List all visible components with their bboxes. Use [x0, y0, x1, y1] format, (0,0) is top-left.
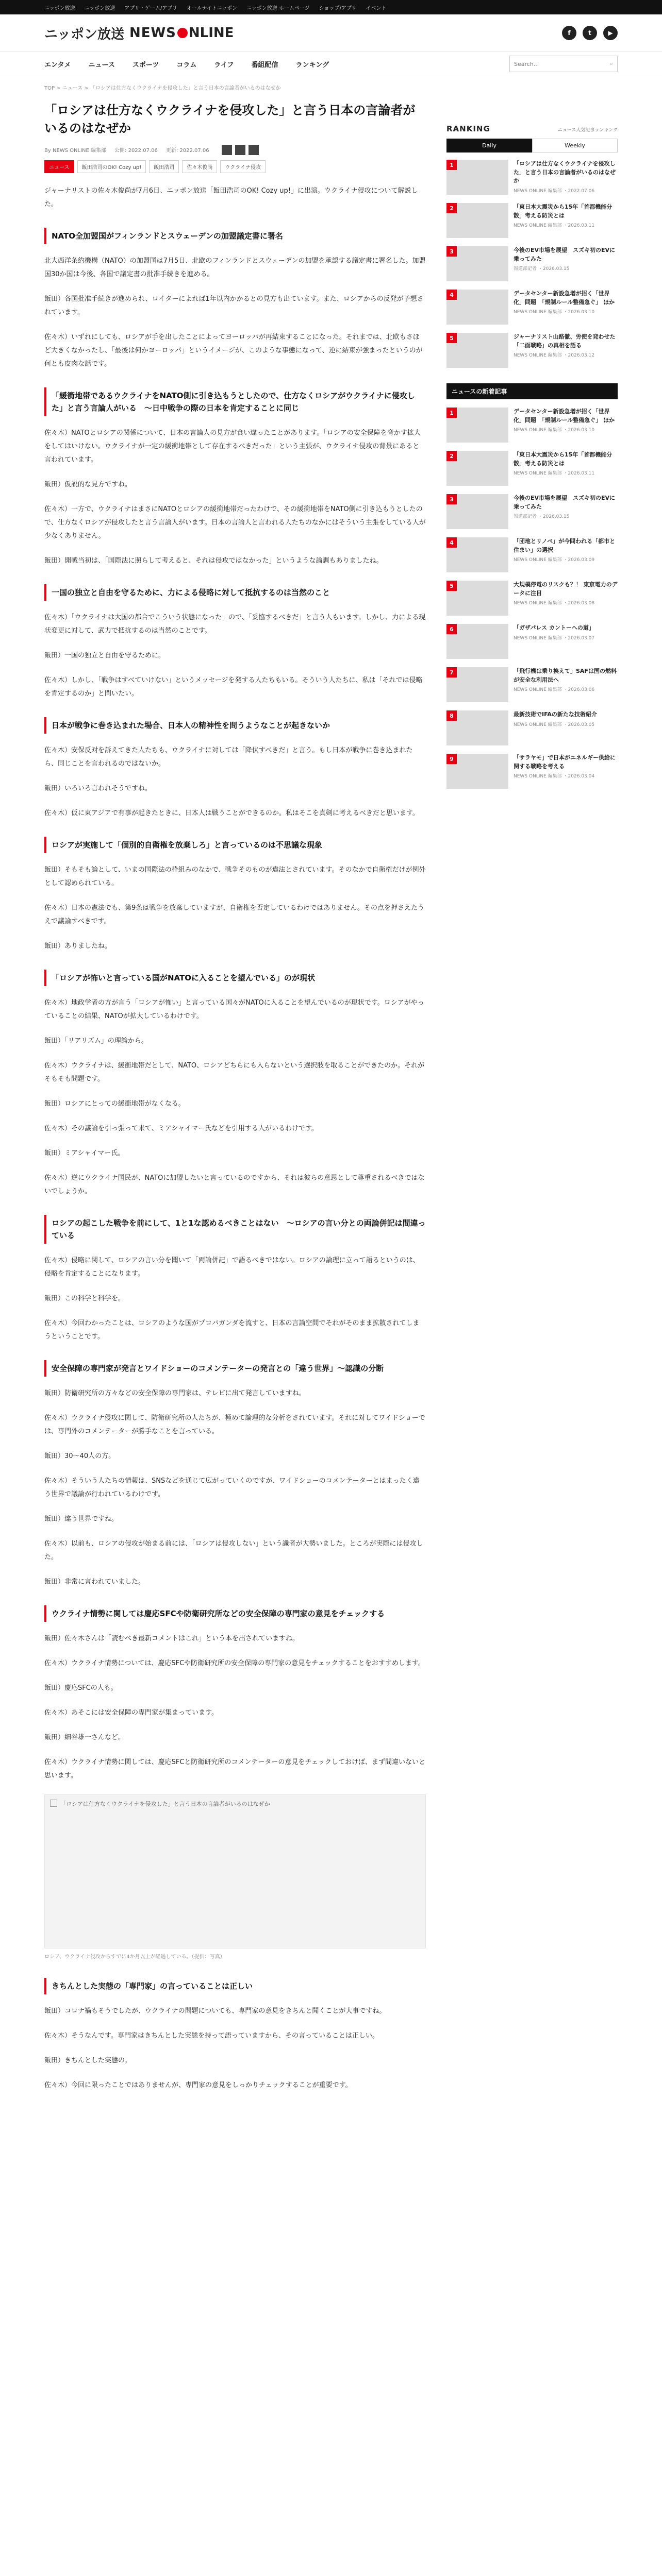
search-input[interactable] — [514, 61, 610, 67]
ranking-item[interactable] — [446, 203, 618, 238]
list-item-title[interactable]: 「東日本大震災から15年「首都機能分散」考える防災とは — [514, 204, 613, 219]
topbar-link[interactable]: アプリ・ゲーム/アプリ — [124, 5, 177, 11]
article-tag[interactable]: 飯田浩司のOK! Cozy up! — [77, 160, 146, 173]
ranking-subtitle: ニュース人気記事ランキング — [557, 128, 618, 133]
list-item-title[interactable]: 大規模停電のリスクも？！ 東京電力のデータに注目 — [514, 581, 618, 597]
youtube-icon[interactable]: ▶ — [603, 26, 618, 40]
ranking-item[interactable] — [446, 290, 618, 325]
article-paragraph: 飯田）開戦当初は、「国際法に照らして考えると、それは侵攻ではなかった」というような論調もありましたね。 — [44, 556, 383, 565]
list-item-meta: NEWS ONLINE 編集部 ・2022.07.06 — [514, 188, 595, 194]
news-item[interactable] — [446, 537, 618, 572]
nav-item[interactable]: エンタメ — [44, 61, 71, 69]
rank-number: 9 — [446, 754, 457, 764]
rank-number: 1 — [446, 408, 457, 418]
list-item-title[interactable]: データセンター新設急増が招く「世界化」問題 「規制ルール整備急ぐ」 ほか — [514, 290, 615, 306]
logo-text-news: NEWS — [129, 25, 176, 41]
article-photo — [44, 1794, 426, 1948]
rank-number: 7 — [446, 667, 457, 677]
article-paragraph: 佐々木）そういう人たちの情報は、SNSなどを通じて広がっていくのですが、ワイドショーのコメンテーターとはまったく違う世界で議論が行われているわけです。 — [44, 1477, 420, 1498]
article-paragraph: 佐々木）あそこには安全保障の専門家が集まっています。 — [44, 1708, 218, 1717]
article-meta — [44, 145, 426, 155]
article-thumbnail[interactable] — [446, 203, 508, 238]
sidebar — [446, 91, 618, 2124]
article-paragraph: 飯田）非常に言われていました。 — [44, 1578, 145, 1586]
rank-number: 3 — [446, 494, 457, 504]
list-item-meta: NEWS ONLINE 編集部 ・2026.03.09 — [514, 557, 595, 563]
section-heading: 「緩衝地帯であるウクライナをNATO側に引き込もうとしたので、仕方なくロシアがウクライナに侵攻した」と言う言論人がいる ～日中戦争の際の日本を肯定することに同じ — [44, 387, 426, 416]
list-item-meta: NEWS ONLINE 編集部 ・2026.03.06 — [514, 687, 595, 692]
article-tag[interactable]: ニュース — [44, 160, 74, 173]
rank-number: 3 — [446, 246, 457, 257]
article-main — [44, 91, 426, 2124]
list-item-title[interactable]: 「ガザパレス カントーへの道」 — [514, 624, 594, 631]
article-paragraph: 佐々木）いずれにしても、ロシアが手を出したことによってヨーロッパが再結束することになった。それまでは、北欧もさほど大きくなかったし、「最後は何かヨーロッパ」というイメージが、このような事態になって、逆に結束が強まったというのが何とも皮肉な話です。 — [44, 333, 423, 368]
section-heading: ウクライナ情勢に関しては慶応SFCや防衛研究所などの安全保障の専門家の意見をチェックする — [44, 1605, 426, 1622]
topbar-link[interactable]: ショップ/アプリ — [319, 5, 357, 11]
article-thumbnail[interactable] — [446, 160, 508, 195]
article-paragraph: 佐々木）ウクライナ侵攻に関して、防衛研究所の人たちが、極めて論理的な分析をされています。それに対してワイドショーでは、専門外のコメンテーターが勝手なことを言っている。 — [44, 1414, 425, 1435]
list-item-title[interactable]: 「東日本大震災から15年「首都機能分散」考える防災とは — [514, 451, 613, 467]
list-item-title[interactable]: 今後のEV市場を展望 スズキ初のEVに乗ってみた — [514, 495, 616, 510]
article-paragraph: 飯田）きちんとした実態の。 — [44, 2056, 131, 2064]
list-item-text — [514, 203, 618, 238]
ranking-item[interactable] — [446, 333, 618, 368]
rank-number: 2 — [446, 203, 457, 213]
news-item[interactable] — [446, 581, 618, 616]
nav-item[interactable]: 番組配信 — [251, 61, 278, 69]
list-item-text — [514, 290, 618, 325]
article-paragraph: 佐々木）地政学者の方が言う「ロシアが怖い」と言っている国々がNATOに入ることを望んでいるのが現状です。ロシアがやっていることの結果、NATOが拡大しているわけです。 — [44, 998, 424, 1020]
article-paragraph: 佐々木）侵略に関して、ロシアの言い分を聞いて「両論併記」で語るべきではない。ロシアの論理に立って語るというのは、侵略を肯定することになります。 — [44, 1256, 420, 1278]
article-paragraph: 佐々木）今回に限ったことではありませんが、専門家の意見をしっかりチェックすることが重要です。 — [44, 2081, 352, 2089]
share-line-icon[interactable] — [249, 145, 259, 155]
list-item-title[interactable]: ジャーナリスト山路徹、労使を発わせた「二面戦略」の真相を語る — [514, 333, 616, 349]
article-paragraph: 佐々木）安保反対を訴えてきた人たちも、ウクライナに対しては「降伏すべきだ」と言う。もし日本が戦争に巻き込まれたら、同じことを言われるのではないか。 — [44, 746, 413, 768]
ranking-title: RANKING — [446, 124, 490, 133]
search-icon[interactable]: ⌕ — [609, 60, 613, 67]
ranking-list — [446, 160, 618, 368]
article-thumbnail[interactable] — [446, 624, 508, 659]
article-paragraph: 佐々木）以前も、ロシアの侵攻が始まる前には、「ロシアは侵攻しない」という識者が大勢いました。ところが実際には侵攻した。 — [44, 1539, 423, 1561]
article-paragraph: 佐々木）「ウクライナは大国の都合でこういう状態になった」ので、「妥協するべきだ」と言う人もいます。しかし、力による現状変更に対して、武力で抵抗するのは当然のことです。 — [44, 613, 426, 635]
news-item[interactable] — [446, 754, 618, 789]
article-thumbnail[interactable] — [446, 537, 508, 572]
article-paragraph: 飯田）各国批准手続きが進められ、ロイターによれば1年以内かかるとの見方も出ています。また、ロシアからの反発が予想されています。 — [44, 295, 424, 316]
ranking-tabs — [446, 139, 618, 152]
logo-text-online: NLINE — [188, 25, 234, 41]
article-paragraph: 佐々木）そうなんです。専門家はきちんとした実態を持って語っていますから、その言っていることは正しい。 — [44, 2031, 379, 2040]
article-paragraph: 飯田）佐々木さんは「読むべき最新コメントはこれ」という本を出されていますね。 — [44, 1634, 300, 1642]
list-item-title[interactable]: データセンター新設急増が招く「世界化」問題 「規制ルール整備急ぐ」 ほか — [514, 408, 615, 423]
main-nav — [0, 52, 662, 76]
share-facebook-icon[interactable] — [222, 145, 232, 155]
article-paragraph: 佐々木）逆にウクライナ国民が、NATOに加盟したいと言っているのですから、それは彼らの意思として尊重されるべきではないでしょうか。 — [44, 1174, 425, 1195]
article-paragraph: 飯田）ロシアにとっての緩衝地帯がなくなる。 — [44, 1099, 185, 1108]
article-paragraph: 北大西洋条約機構（NATO）の加盟国は7月5日、北欧のフィンランドとスウェーデンの加盟を承認する議定書に署名した。加盟国30か国は今後、各国で議定書の批准手続きを進める。 — [44, 257, 426, 278]
article-thumbnail[interactable] — [446, 333, 508, 368]
article-paragraph: 飯田）ありましたね。 — [44, 942, 112, 950]
broken-image-icon — [50, 1800, 57, 1807]
site-header — [0, 14, 662, 52]
article-paragraph: ジャーナリストの佐々木俊尚が7月6日、ニッポン放送「飯田浩司のOK! Cozy up!」に出演。ウクライナ侵攻について解説した。 — [44, 187, 418, 208]
list-item-meta: NEWS ONLINE 編集部 ・2026.03.05 — [514, 722, 595, 727]
news-item[interactable] — [446, 624, 618, 659]
article-paragraph: 佐々木）一方で、ウクライナはまさにNATOとロシアの緩衝地帯だったわけで、その緩衝地帯をNATO側に引き込もうとしたので、仕方なくロシアが侵攻したと言う言論人がいます。日本の言論人と言われる人たちのなかにはそういう主張をしている人が少なくありません。 — [44, 505, 426, 540]
article-body-continued — [44, 1978, 426, 2092]
rank-number: 4 — [446, 537, 457, 548]
article-paragraph: 飯田）仮説的な見方ですね。 — [44, 480, 132, 488]
list-item-text — [514, 710, 597, 745]
list-item-meta: NEWS ONLINE 編集部 ・2026.03.08 — [514, 601, 595, 606]
tab-weekly[interactable]: Weekly — [532, 139, 618, 152]
article-thumbnail[interactable] — [446, 667, 508, 702]
nav-items — [44, 59, 329, 69]
rank-number: 8 — [446, 710, 457, 721]
list-item-text — [514, 624, 594, 659]
list-item-text — [514, 408, 618, 443]
section-heading: 「ロシアが怖いと言っている国がNATOに入ることを望んでいる」のが現状 — [44, 970, 426, 986]
list-item-text — [514, 160, 618, 195]
article-tag[interactable]: 飯田浩司 — [149, 160, 179, 173]
social-links — [562, 26, 618, 40]
list-item-meta: 報道部記者 ・2026.03.15 — [514, 514, 570, 519]
list-item-title[interactable]: 「ロシアは仕方なくウクライナを侵攻した」と言う日本の言論者がいるのはなぜか — [514, 160, 616, 184]
news-item[interactable] — [446, 451, 618, 486]
article-paragraph: 飯田）コロナ禍もそうでしたが、ウクライナの問題についても、専門家の意見をきちんと聞くことが大事ですね。 — [44, 2007, 386, 2015]
article-paragraph: 飯田）細谷雄一さんなど。 — [44, 1733, 125, 1741]
article-author: By NEWS ONLINE 編集部 — [44, 148, 107, 154]
list-item-meta: NEWS ONLINE 編集部 ・2026.03.07 — [514, 635, 595, 641]
site-logo[interactable] — [44, 24, 234, 43]
list-item-title[interactable]: 「飛行機は乗り換えて」SAFは国の燃料が安全な利用法へ — [514, 668, 617, 683]
logo-dot-icon — [177, 28, 188, 38]
list-item-title[interactable]: 今後のEV市場を展望 スズキ初のEVに乗ってみた — [514, 247, 616, 262]
article-paragraph: 飯田）この科学と科学を。 — [44, 1294, 125, 1302]
article-paragraph: 飯田）そもそも論として、いまの国際法の枠組みのなかで、戦争そのものが違法とされています。そのなかで自衛権だけが例外として認められている。 — [44, 866, 426, 887]
section-heading: ロシアの起こした戦争を前にして、1と1な認めるべきことはない ～ロシアの言い分との両論併記は間違っている — [44, 1215, 426, 1244]
nav-item[interactable]: コラム — [176, 61, 197, 69]
topbar-link[interactable]: ニッポン放送 — [44, 5, 75, 11]
list-item-meta: NEWS ONLINE 編集部 ・2026.03.10 — [514, 310, 595, 315]
topbar-link[interactable]: オールナイトニッポン — [186, 5, 238, 11]
logo-text-left: ニッポン放送 — [44, 26, 124, 42]
article-paragraph: 佐々木）ウクライナ情勢については、慶応SFCや防衛研究所の安全保障の専門家の意見をチェックすることをおすすめします。 — [44, 1659, 425, 1667]
article-paragraph: 飯田）30～40人の方。 — [44, 1452, 115, 1460]
article-paragraph: 佐々木）日本の憲法でも、第9条は戦争を放棄していますが、自衛権を否定しているわけではありません。その点を押さえたうえで議論すべきです。 — [44, 904, 425, 925]
rank-number: 6 — [446, 624, 457, 634]
article-paragraph: 飯田）「リアリズム」の理論から。 — [44, 1037, 148, 1045]
list-item-meta: NEWS ONLINE 編集部 ・2026.03.11 — [514, 223, 595, 228]
rank-number: 2 — [446, 451, 457, 461]
article-thumbnail[interactable] — [446, 290, 508, 325]
news-item[interactable] — [446, 408, 618, 443]
article-thumbnail[interactable] — [446, 246, 508, 281]
list-item-text — [514, 451, 618, 486]
news-item[interactable] — [446, 667, 618, 702]
twitter-icon[interactable]: t — [583, 26, 597, 40]
rank-number: 5 — [446, 581, 457, 591]
article-thumbnail[interactable] — [446, 754, 508, 789]
list-item-text — [514, 333, 618, 368]
article-title: 「ロシアは仕方なくウクライナを侵攻した」と言う日本の言論者がいるのはなぜか — [44, 103, 416, 135]
photo-caption: ロシア、ウクライナ侵攻からすでに4か月以上が経過している。（提供：写真） — [44, 1954, 225, 1960]
section-heading: 一国の独立と自由を守るために、力による侵略に対して抵抗するのは当然のこと — [44, 584, 426, 601]
nav-item[interactable]: ランキング — [295, 61, 329, 69]
list-item-meta: 報道部記者 ・2026.03.15 — [514, 266, 570, 272]
ranking-item[interactable] — [446, 246, 618, 281]
article-tag[interactable]: 佐々木俊尚 — [182, 160, 217, 173]
photo-alt-text: 「ロシアは仕方なくウクライナを侵攻した」と言う日本の言論者がいるのはなぜか — [60, 1800, 270, 1807]
top-utility-bar — [0, 0, 662, 14]
list-item-meta: NEWS ONLINE 編集部 ・2026.03.10 — [514, 428, 595, 433]
section-heading: NATO全加盟国がフィンランドとスウェーデンの加盟議定書に署名 — [44, 228, 426, 244]
list-item-meta: NEWS ONLINE 編集部 ・2026.03.12 — [514, 353, 595, 358]
article-paragraph: 飯田）違う世界ですね。 — [44, 1515, 119, 1523]
article-thumbnail[interactable] — [446, 710, 508, 745]
list-item-title[interactable]: 「団地とリノベ」が今問われる「都市と住まい」の選択 — [514, 538, 616, 553]
nav-item[interactable]: ニュース — [88, 61, 115, 69]
list-item-text — [514, 494, 618, 529]
section-heading: きちんとした実態の「専門家」の言っていることは正しい — [44, 1978, 426, 1994]
article-paragraph: 佐々木）NATOとロシアの関係について、日本の言論人の見方が食い違ったことがあります。「ロシアの安全保障を脅かす拡大をしてはいけない。ウクライナが一定の緩衝地帯として存在するべきだった」という主張が、ウクライナ侵攻の背景にあると言われています。 — [44, 429, 421, 464]
list-item-title[interactable]: 最新技術でIFAの新たな技術紹介 — [514, 711, 597, 718]
article-body — [44, 184, 426, 1783]
list-item-text — [514, 581, 618, 616]
list-item-text — [514, 537, 618, 572]
search-box — [509, 56, 618, 72]
article-paragraph: 飯田）ミアシャイマー氏。 — [44, 1149, 125, 1157]
tab-daily[interactable]: Daily — [446, 139, 532, 152]
topbar-link[interactable]: ニッポン放送 ホームページ — [246, 5, 310, 11]
news-latest-list — [446, 408, 618, 789]
news-item[interactable] — [446, 494, 618, 529]
article-updated: 更新: 2022.07.06 — [166, 148, 209, 154]
rank-number: 1 — [446, 160, 457, 170]
list-item-text — [514, 754, 618, 789]
news-item[interactable] — [446, 710, 618, 745]
article-tag[interactable]: ウクライナ侵攻 — [220, 160, 266, 173]
article-paragraph: 佐々木）ウクライナは、緩衝地帯だとして、NATO、ロシアどちらにも入らないという選択肢を取ることができたのか。それがそもそも問題です。 — [44, 1061, 425, 1083]
share-twitter-icon[interactable] — [235, 145, 245, 155]
article-paragraph: 佐々木）しかし、「戦争はすべていけない」というメッセージを発する人たちもいる。そういう人たちに、私は「それでは侵略を肯定するのか」と問いたい。 — [44, 676, 423, 698]
section-heading: ロシアが実施して「個別的自衛権を放棄しろ」と言っているのは不思議な現象 — [44, 837, 426, 853]
share-buttons — [222, 145, 259, 155]
article-paragraph: 佐々木）ウクライナ情勢に関しては、慶応SFCと防衛研究所のコメンテーターの意見をチェックしておけば、まず間違いないと思います。 — [44, 1758, 426, 1780]
list-item-meta: NEWS ONLINE 編集部 ・2026.03.04 — [514, 774, 595, 779]
article-paragraph: 飯田）いろいろ言われそうですね。 — [44, 784, 152, 792]
facebook-icon[interactable]: f — [562, 26, 576, 40]
list-item-text — [514, 246, 618, 281]
article-paragraph: 佐々木）その議論を引っ張って来て、ミアシャイマー氏などを引用する人がいるわけです。 — [44, 1124, 318, 1132]
rank-number: 4 — [446, 290, 457, 300]
topbar-link[interactable]: イベント — [366, 5, 387, 11]
article-published: 公開: 2022.07.06 — [114, 148, 158, 154]
article-thumbnail[interactable] — [446, 408, 508, 443]
ranking-header — [446, 124, 618, 133]
list-item-text — [514, 667, 618, 702]
section-heading: 日本が戦争に巻き込まれた場合、日本人の精神性を問うようなことが起きないか — [44, 717, 426, 734]
list-item-meta: NEWS ONLINE 編集部 ・2026.03.11 — [514, 471, 595, 476]
article-paragraph: 飯田）防衛研究所の方々などの安全保障の専門家は、テレビに出て発言していますね。 — [44, 1389, 306, 1397]
section-heading: 安全保障の専門家が発言とワイドショーのコメンテーターの発言との「違う世界」～認識の分断 — [44, 1360, 426, 1377]
nav-item[interactable]: ライフ — [214, 61, 234, 69]
news-latest-title: ニュースの新着記事 — [446, 383, 618, 399]
article-paragraph: 佐々木）仮に東アジアで有事が起きたときに、日本人は戦うことができるのか。私はそこを真剣に考えるべきだと思います。 — [44, 809, 419, 817]
ranking-item[interactable] — [446, 160, 618, 195]
article-thumbnail[interactable] — [446, 494, 508, 529]
breadcrumb: TOP > ニュース > 「ロシアは仕方なくウクライナを侵攻した」と言う日本の言論者がいるのはなぜか — [44, 86, 281, 91]
rank-number: 5 — [446, 333, 457, 343]
nav-item[interactable]: スポーツ — [132, 61, 159, 69]
article-paragraph: 飯田）慶応SFCの人も。 — [44, 1684, 118, 1692]
list-item-title[interactable]: 「サラヤモ」で日本がエネルギー供給に関する戦略を考える — [514, 754, 616, 770]
article-thumbnail[interactable] — [446, 451, 508, 486]
topbar-link[interactable]: ニッポン放送 — [84, 5, 115, 11]
article-thumbnail[interactable] — [446, 581, 508, 616]
article-tags — [44, 160, 426, 173]
article-paragraph: 飯田）一国の独立と自由を守るために。 — [44, 651, 166, 659]
article-paragraph: 佐々木）今回わかったことは、ロシアのような国がプロパガンダを流すと、日本の言論空間でそれがそのまま拡散されてしまうということです。 — [44, 1319, 420, 1341]
